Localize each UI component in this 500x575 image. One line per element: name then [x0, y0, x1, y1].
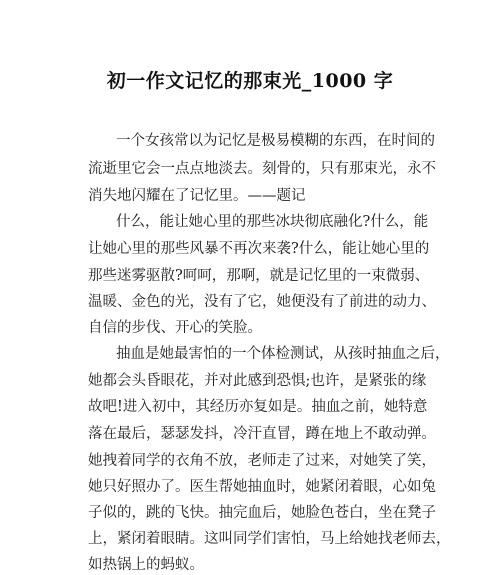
text-line: 消失地闪耀在了记忆里。——题记 — [88, 188, 306, 204]
text-line: 如热锅上的蚂蚁。 — [88, 557, 204, 573]
text-line: 让她心里的那些风暴不再次来袭?什么，能让她心里的 — [88, 241, 430, 257]
text-line: 那些迷雾驱散?呵呵，那啊，就是记忆里的一束微弱、 — [88, 268, 430, 284]
text-line: 自信的步伐、开心的笑脸。 — [88, 320, 262, 336]
text-line: 温暖、金色的光，没有了它，她便没有了前进的动力、 — [88, 294, 436, 310]
document-title: 初一作文记忆的那束光_1000 字 — [106, 70, 394, 92]
text-line: 流逝里它会一点点地淡去。刻骨的，只有那束光，永不 — [88, 161, 436, 177]
text-line: 落在最后，瑟瑟发抖，冷汗直冒，蹲在地上不敢动弹。 — [88, 426, 436, 442]
text-line: 她拽着同学的衣角不放，老师走了过来，对她笑了笑， — [88, 453, 436, 469]
text-line: 她只好照办了。医生帮她抽血时，她紧闭着眼，心如兔 — [88, 479, 436, 495]
text-line: 子似的，跳的飞快。抽完血后，她脸色苍白，坐在凳子 — [88, 505, 436, 521]
text-line: 一个女孩常以为记忆是极易模糊的东西，在时间的 — [116, 133, 435, 149]
text-line: 抽血是她最害怕的一个体检测试，从孩时抽血之后， — [116, 346, 450, 362]
text-line: 上，紧闭着眼睛。这叫同学们害怕，马上给她找老师去， — [88, 531, 451, 547]
text-line: 什么，能让她心里的那些冰块彻底融化?什么，能 — [116, 214, 429, 230]
text-line: 她都会头昏眼花，并对此感到恐惧;也许，是紧张的缘 — [88, 373, 427, 389]
text-line: 故吧!进入初中，其经历亦复如是。抽血之前，她特意 — [88, 399, 428, 415]
